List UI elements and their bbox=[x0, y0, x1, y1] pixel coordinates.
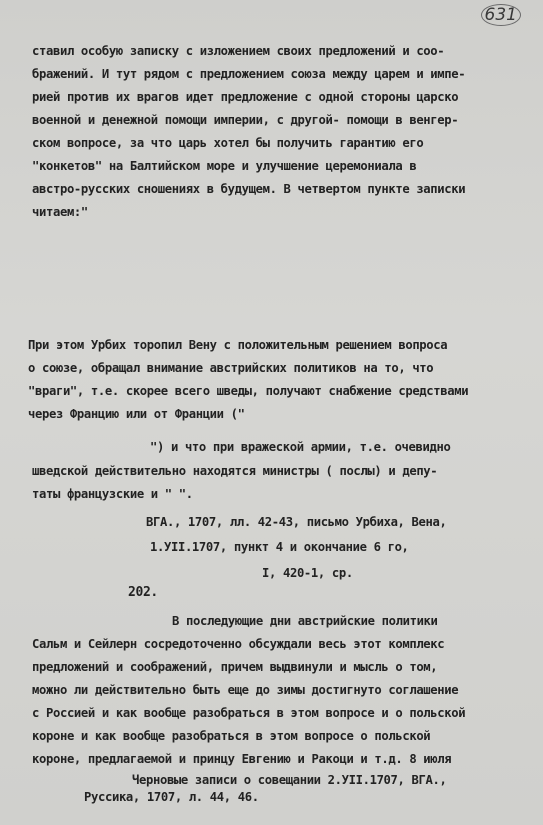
text-line: предложений и соображений, причем выдвинули и мысль о том, bbox=[32, 660, 438, 674]
text-line: "враги", т.е. скорее всего шведы, получают снабжение средствами bbox=[28, 384, 469, 398]
text-line: ставил особую записку с изложением своих предложений и соо- bbox=[32, 44, 445, 58]
text-line: шведской действительно находятся министры ( послы) и депу- bbox=[32, 464, 438, 478]
footer-line: Руссика, 1707, л. 44, 46. bbox=[84, 790, 259, 804]
text-line: можно ли действительно быть еще до зимы достигнуто соглашение bbox=[32, 683, 459, 697]
text-line: о союзе, обращал внимание австрийских политиков на то, что bbox=[28, 361, 434, 375]
text-line: В последующие дни австрийские политики bbox=[172, 614, 438, 628]
text-line: ") и что при вражеской армии, т.е. очевидно bbox=[150, 440, 451, 454]
note-number: 202. bbox=[128, 585, 158, 600]
page-number: 631 bbox=[481, 4, 521, 26]
citation-line: 1.УII.1707, пункт 4 и окончание 6 го, bbox=[150, 540, 409, 554]
text-line: рией против их врагов идет предложение с одной стороны царско bbox=[32, 90, 459, 104]
text-line: австро-русских сношениях в будущем. В четвертом пункте записки bbox=[32, 182, 466, 196]
text-line: с Россией и как вообще разобраться в этом вопросе и о польской bbox=[32, 706, 466, 720]
text-line: через Францию или от Франции (" bbox=[28, 407, 245, 421]
text-line: короне, предлагаемой и принцу Евгению и Ракоци и т.д. 8 июля bbox=[32, 752, 452, 766]
text-line: таты французские и " ". bbox=[32, 487, 193, 501]
text-line: ском вопросе, за что царь хотел бы получить гарантию его bbox=[32, 136, 424, 150]
text-line: Сальм и Сейлерн сосредоточенно обсуждали весь этот комплекс bbox=[32, 637, 445, 651]
text-line: При этом Урбих торопил Вену с положительным решением вопроса bbox=[28, 338, 448, 352]
citation-line: I, 420-1, ср. bbox=[262, 566, 353, 580]
text-line: короне и как вообще разобраться в этом вопросе о польской bbox=[32, 729, 431, 743]
text-line: "конкетов" на Балтийском море и улучшение церемониала в bbox=[32, 159, 417, 173]
footer-line: Черновые записи о совещании 2.УII.1707, ВГА., bbox=[132, 773, 447, 787]
text-line: читаем:" bbox=[32, 205, 88, 219]
text-line: бражений. И тут рядом с предложением союза между царем и импе- bbox=[32, 67, 466, 81]
text-line: военной и денежной помощи империи, с другой- помощи в венгер- bbox=[32, 113, 459, 127]
citation-line: ВГА., 1707, лл. 42-43, письмо Урбиха, Вена, bbox=[146, 515, 447, 529]
